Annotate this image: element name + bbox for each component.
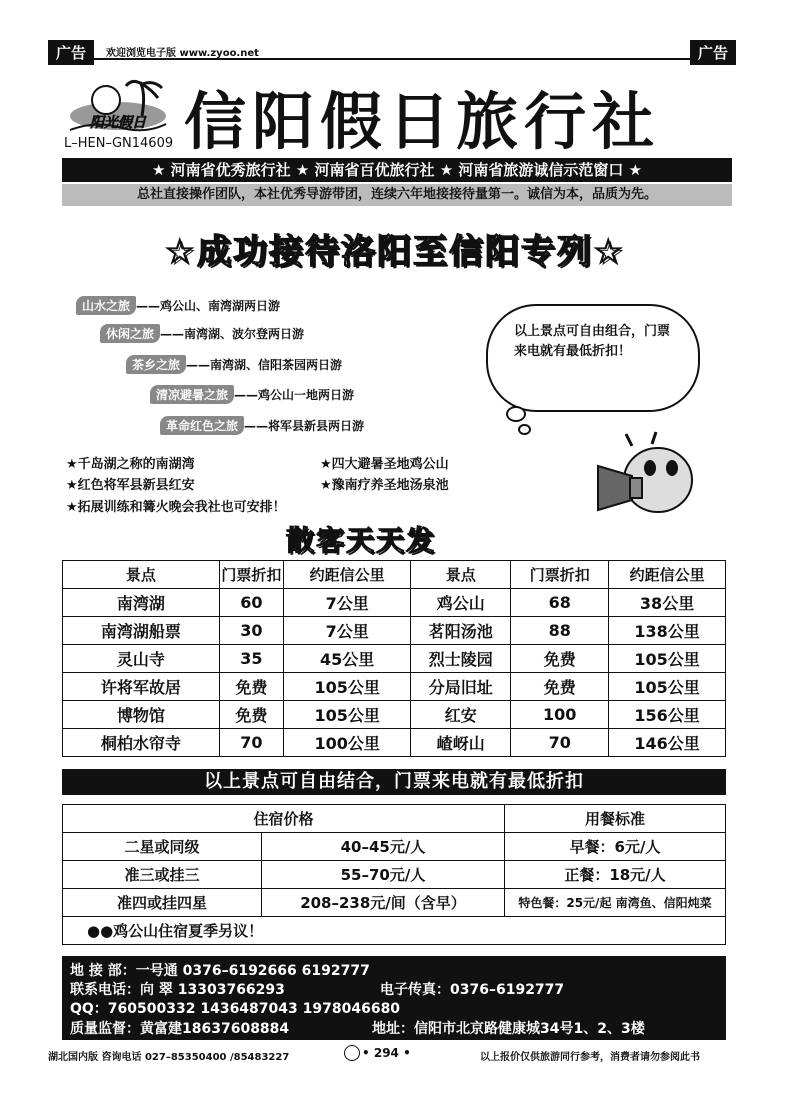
tour-name: 山水之旅 xyxy=(76,296,136,315)
tour-desc: ——将军县新县两日游 xyxy=(244,419,365,433)
footer-right: 以上报价仅供旅游同行参考，消费者请勿参阅此书 xyxy=(480,1052,700,1063)
ad-label-right: 广告 xyxy=(690,40,736,65)
tour-desc: ——鸡公山、南湾湖两日游 xyxy=(136,299,281,313)
bubble-dot xyxy=(518,424,531,435)
table-cell: 烈士陵园 xyxy=(411,645,511,673)
column-header: 用餐标准 xyxy=(505,805,726,833)
special-train-banner xyxy=(80,228,710,276)
table-row xyxy=(63,617,726,645)
table-cell: 60 xyxy=(219,589,283,617)
table-cell: 68 xyxy=(511,589,609,617)
bubble-text: 以上景点可自由组合，门票来电就有最低折扣！ xyxy=(514,324,671,359)
footer-left: 湖北国内版 咨询电话 027–85350400 /85483227 xyxy=(48,1052,290,1063)
tour-name: 革命红色之旅 xyxy=(160,416,244,435)
table-cell: 免费 xyxy=(511,645,609,673)
highlight-item: ★千岛湖之称的南湖湾 xyxy=(66,457,195,472)
table-cell: 特色餐：25元/起 南湾鱼、信阳炖菜 xyxy=(505,889,726,917)
table-cell: 35 xyxy=(219,645,283,673)
table-cell: 105公里 xyxy=(609,645,726,673)
table-cell: 正餐：18元/人 xyxy=(505,861,726,889)
highlight-item: ★红色将军县新县红安 xyxy=(66,478,195,493)
company-logo xyxy=(66,72,170,138)
table-row xyxy=(63,729,726,757)
tour-desc: ——南湾湖、信阳茶园两日游 xyxy=(186,358,343,372)
table-cell: 二星或同级 xyxy=(63,833,262,861)
awards-strip: ★ 河南省优秀旅行社 ★ 河南省百优旅行社 ★ 河南省旅游诚信示范窗口 ★ xyxy=(62,158,732,182)
column-header: 约距信公里 xyxy=(283,561,410,589)
table-header-row xyxy=(63,805,726,833)
table-header-row xyxy=(63,561,726,589)
website-notice: 欢迎浏览电子版 www.zyoo.net xyxy=(106,48,259,59)
company-name: 信阳假日旅行社 xyxy=(184,85,661,158)
table-cell: 88 xyxy=(511,617,609,645)
tour-name: 清凉避暑之旅 xyxy=(150,385,234,404)
contact-line: 地 接 部：一号通 0376–6192666 6192777 xyxy=(70,963,370,979)
table-cell: 105公里 xyxy=(283,701,410,729)
table-cell: 105公里 xyxy=(609,673,726,701)
table-cell: 茗阳汤池 xyxy=(411,617,511,645)
table-cell: 博物馆 xyxy=(63,701,220,729)
table-row xyxy=(63,589,726,617)
tour-desc: ——南湾湖、波尔登两日游 xyxy=(160,327,305,341)
page-number: • 294 • xyxy=(362,1046,411,1060)
table-row xyxy=(63,889,726,917)
table-cell: 40–45元/人 xyxy=(262,833,505,861)
table-cell: 7公里 xyxy=(283,617,410,645)
contact-line: 联系电话：向 翠 13303766293 xyxy=(70,982,285,998)
highlight-item: ★四大避暑圣地鸡公山 xyxy=(320,457,449,472)
table-row xyxy=(63,701,726,729)
table-cell: 嵖岈山 xyxy=(411,729,511,757)
company-intro: 总社直接操作团队，本社优秀导游带团，连续六年地接接待量第一。诚信为本，品质为先。 xyxy=(62,184,732,206)
table-row xyxy=(63,673,726,701)
table-cell: 南湾湖 xyxy=(63,589,220,617)
contact-block xyxy=(62,956,726,1040)
table-cell: 免费 xyxy=(511,673,609,701)
tour-name: 茶乡之旅 xyxy=(126,355,186,374)
table-row xyxy=(63,861,726,889)
contact-line: 地址：信阳市北京路健康城34号1、2、3楼 xyxy=(372,1021,645,1037)
table-cell: 准四或挂四星 xyxy=(63,889,262,917)
table-cell: 70 xyxy=(219,729,283,757)
tour-desc: ——鸡公山一地两日游 xyxy=(234,388,355,402)
highlight-item: ★拓展训练和篝火晚会我社也可安排！ xyxy=(66,500,286,515)
tour-item xyxy=(76,296,280,315)
table-cell: 桐柏水帘寺 xyxy=(63,729,220,757)
table-cell: 7公里 xyxy=(283,589,410,617)
contact-line: 质量监督：黄富建18637608884 xyxy=(70,1021,290,1037)
column-header: 住宿价格 xyxy=(63,805,505,833)
column-header: 约距信公里 xyxy=(609,561,726,589)
lodging-meal-table xyxy=(62,804,726,945)
star-icon: ☆ xyxy=(593,232,626,272)
table-cell: 30 xyxy=(219,617,283,645)
tour-item xyxy=(126,355,342,374)
mascot-megaphone-icon xyxy=(592,428,696,518)
column-header: 景点 xyxy=(411,561,511,589)
lodging-remark: ●●鸡公山住宿夏季另议！ xyxy=(63,917,726,945)
tour-name: 休闲之旅 xyxy=(100,324,160,343)
license-number: L–HEN–GN14609 xyxy=(64,136,174,151)
column-header: 门票折扣 xyxy=(219,561,283,589)
table-cell: 45公里 xyxy=(283,645,410,673)
ad-label-left: 广告 xyxy=(48,40,94,65)
table-cell: 38公里 xyxy=(609,589,726,617)
table-cell: 免费 xyxy=(219,673,283,701)
table-cell: 早餐：6元/人 xyxy=(505,833,726,861)
column-header: 门票折扣 xyxy=(511,561,609,589)
tour-item xyxy=(100,324,304,343)
table-row xyxy=(63,645,726,673)
table-cell: 分局旧址 xyxy=(411,673,511,701)
contact-line: QQ：760500332 1436487043 1978046680 xyxy=(70,1001,401,1017)
table-cell: 免费 xyxy=(219,701,283,729)
table-cell: 208–238元/间（含早） xyxy=(262,889,505,917)
table-cell: 70 xyxy=(511,729,609,757)
table-cell: 灵山寺 xyxy=(63,645,220,673)
table-cell: 许将军故居 xyxy=(63,673,220,701)
star-icon: ☆ xyxy=(164,232,197,272)
table-cell: 138公里 xyxy=(609,617,726,645)
column-header: 景点 xyxy=(63,561,220,589)
table-cell: 55–70元/人 xyxy=(262,861,505,889)
table-row xyxy=(63,833,726,861)
table-cell: 红安 xyxy=(411,701,511,729)
table-cell: 105公里 xyxy=(283,673,410,701)
table-row xyxy=(63,917,726,945)
table-cell: 准三或挂三 xyxy=(63,861,262,889)
scenic-price-table xyxy=(62,560,726,757)
table-cell: 南湾湖船票 xyxy=(63,617,220,645)
table-cell: 156公里 xyxy=(609,701,726,729)
discount-note: 以上景点可自由结合，门票来电就有最低折扣 xyxy=(62,769,726,795)
tour-item xyxy=(160,416,364,435)
table-cell: 146公里 xyxy=(609,729,726,757)
page-circle-icon xyxy=(344,1045,360,1061)
table-cell: 100公里 xyxy=(283,729,410,757)
banner-title: 成功接待洛阳至信阳专列 xyxy=(197,232,593,272)
tour-item xyxy=(150,385,354,404)
daily-departures-heading: 散客天天发 xyxy=(286,524,437,557)
highlight-item: ★豫南疗养圣地汤泉池 xyxy=(320,478,449,493)
table-cell: 鸡公山 xyxy=(411,589,511,617)
bubble-dot xyxy=(506,406,526,422)
contact-line: 电子传真：0376–6192777 xyxy=(380,982,565,998)
logo-text: 阳光假日 xyxy=(90,115,146,131)
table-cell: 100 xyxy=(511,701,609,729)
